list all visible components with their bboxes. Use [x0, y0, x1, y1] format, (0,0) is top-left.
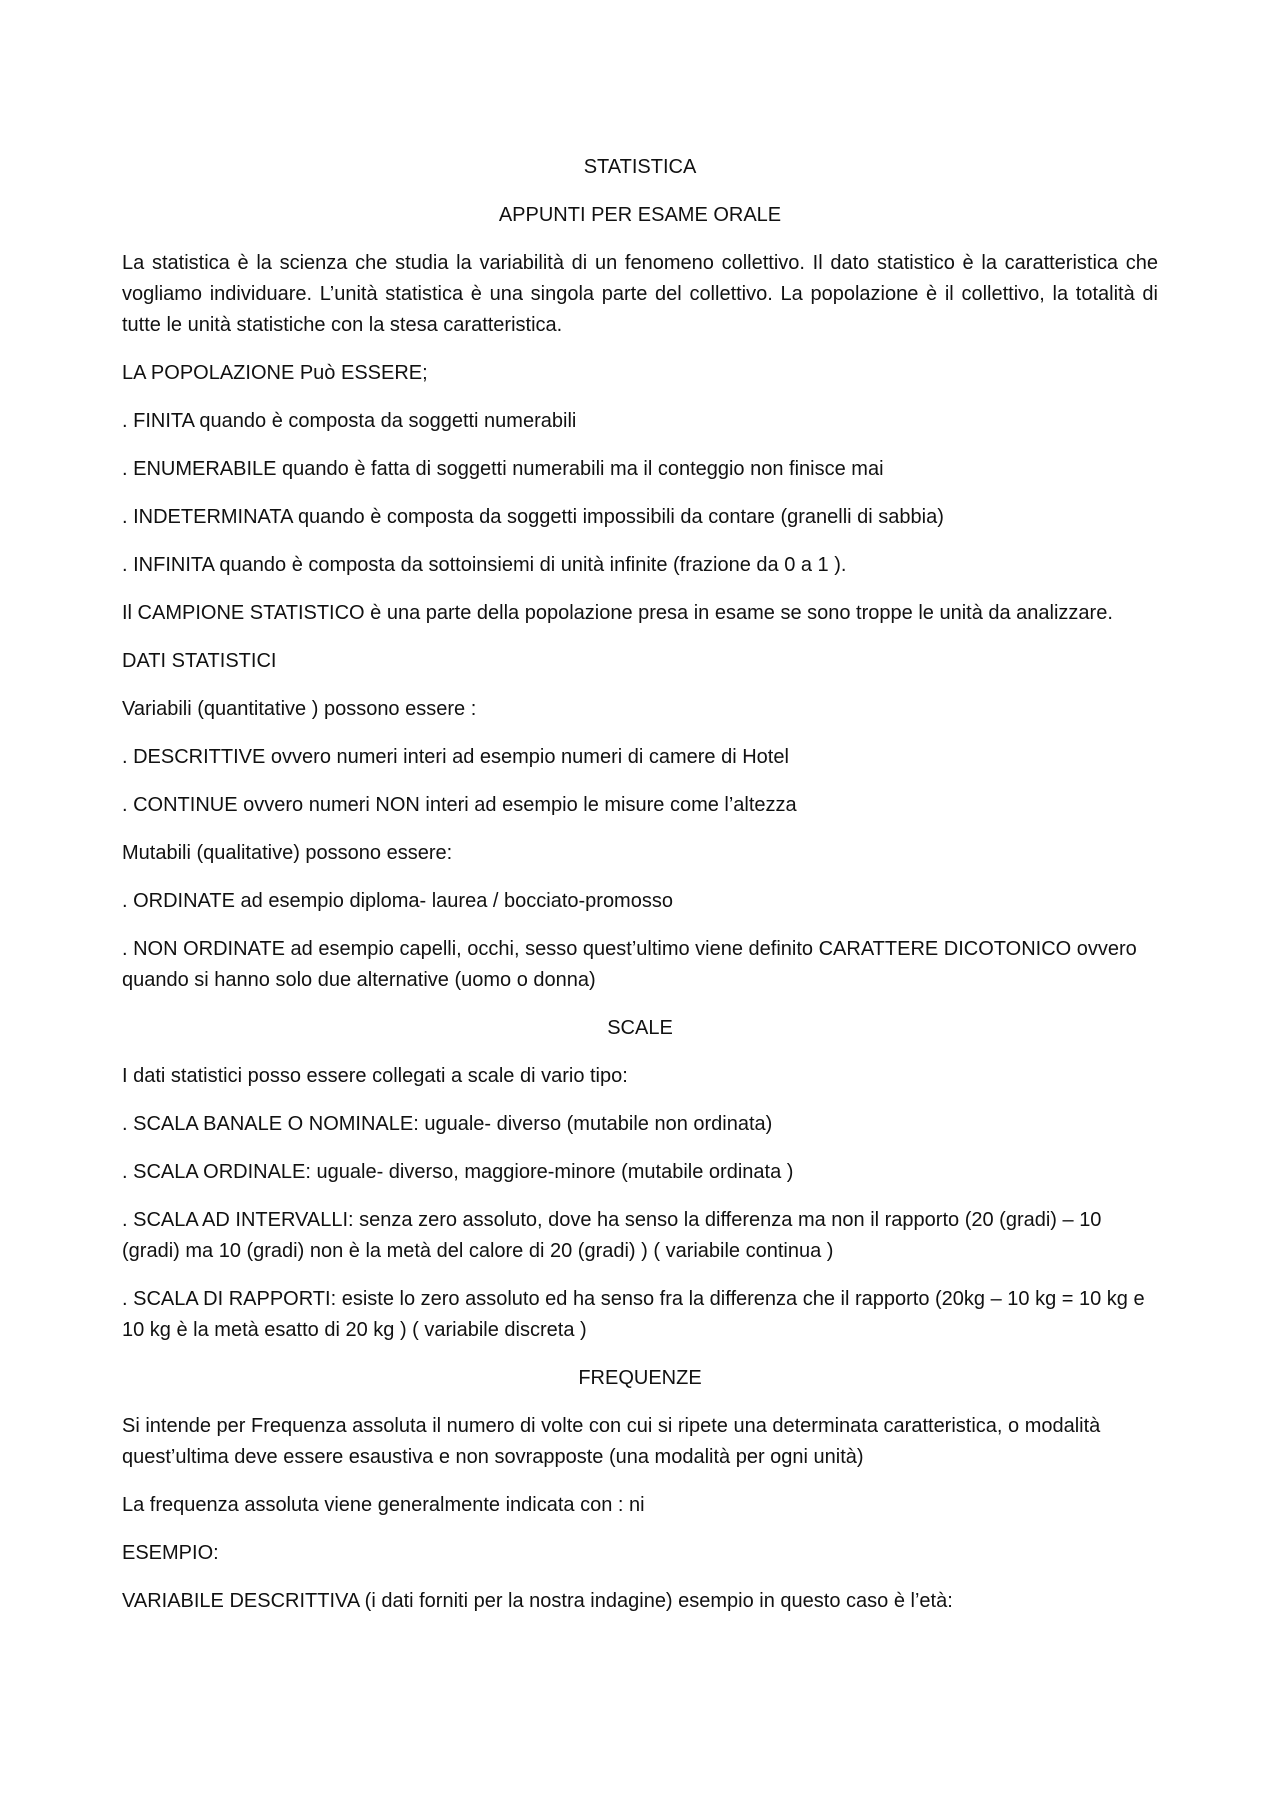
- frequencies-paragraph: Si intende per Frequenza assoluta il numero di volte con cui si ripete una determinata caratteristica, o modalità quest’ultima deve essere esaustiva e non sovrapposte (una modalità per ogni unità): [122, 1415, 1101, 1468]
- population-heading: LA POPOLAZIONE Può ESSERE;: [122, 362, 428, 384]
- data-heading: DATI STATISTICI: [122, 650, 277, 672]
- frequency-notation: La frequenza assoluta viene generalmente indicata con : ni: [122, 1494, 645, 1516]
- example-text: VARIABILE DESCRITTIVA (i dati forniti per la nostra indagine) esempio in questo caso è l’età:: [122, 1590, 953, 1612]
- scale-item-ordinale: . SCALA ORDINALE: uguale- diverso, maggiore-minore (mutabile ordinata ): [122, 1161, 794, 1183]
- scale-item-rapporti: . SCALA DI RAPPORTI: esiste lo zero assoluto ed ha senso fra la differenza che il rapporto (20kg – 10 kg = 10 kg e 10 kg è la metà esatto di 20 kg ) ( variabile discreta ): [122, 1288, 1145, 1341]
- intro-paragraph: La statistica è la scienza che studia la variabilità di un fenomeno collettivo. Il dato statistico è la caratteristica che vogliamo individuare. L’unità statistica è una singola parte del collettivo. La popolazione è il collettivo, la totalità di tutte le unità statistiche con la stesa caratteristica.: [122, 252, 1158, 336]
- example-heading: ESEMPIO:: [122, 1542, 219, 1564]
- variables-heading: Variabili (quantitative ) possono essere :: [122, 698, 477, 720]
- sample-paragraph: Il CAMPIONE STATISTICO è una parte della popolazione presa in esame se sono troppe le unità da analizzare.: [122, 602, 1113, 624]
- scale-item-intervalli: . SCALA AD INTERVALLI: senza zero assoluto, dove ha senso la differenza ma non il rapporto (20 (gradi) – 10 (gradi) ma 10 (gradi) non è la metà del calore di 20 (gradi) ) ( variabile continua ): [122, 1209, 1102, 1262]
- scales-heading: SCALE: [607, 1017, 673, 1039]
- document-body: [122, 152, 1158, 1634]
- scales-intro: I dati statistici posso essere collegati a scale di vario tipo:: [122, 1065, 628, 1087]
- population-item-indeterminata: . INDETERMINATA quando è composta da soggetti impossibili da contare (granelli di sabbia): [122, 506, 944, 528]
- population-item-infinita: . INFINITA quando è composta da sottoinsiemi di unità infinite (frazione da 0 a 1 ).: [122, 554, 847, 576]
- variables-item-continue: . CONTINUE ovvero numeri NON interi ad esempio le misure come l’altezza: [122, 794, 797, 816]
- mutables-item-ordinate: . ORDINATE ad esempio diploma- laurea / bocciato-promosso: [122, 890, 673, 912]
- document-subtitle: APPUNTI PER ESAME ORALE: [498, 204, 782, 226]
- variables-item-descrittive: . DESCRITTIVE ovvero numeri interi ad esempio numeri di camere di Hotel: [122, 746, 789, 768]
- population-item-finita: . FINITA quando è composta da soggetti numerabili: [122, 410, 577, 432]
- document-title: STATISTICA: [583, 156, 697, 178]
- population-item-enumerabile: . ENUMERABILE quando è fatta di soggetti numerabili ma il conteggio non finisce mai: [122, 458, 884, 480]
- mutables-heading: Mutabili (qualitative) possono essere:: [122, 842, 453, 864]
- frequencies-heading: FREQUENZE: [578, 1367, 702, 1389]
- scale-item-nominale: . SCALA BANALE O NOMINALE: uguale- diverso (mutabile non ordinata): [122, 1113, 773, 1135]
- mutables-item-non-ordinate: . NON ORDINATE ad esempio capelli, occhi, sesso quest’ultimo viene definito CARATTERE DICOTONICO ovvero quando si hanno solo due alternative (uomo o donna): [122, 938, 1137, 991]
